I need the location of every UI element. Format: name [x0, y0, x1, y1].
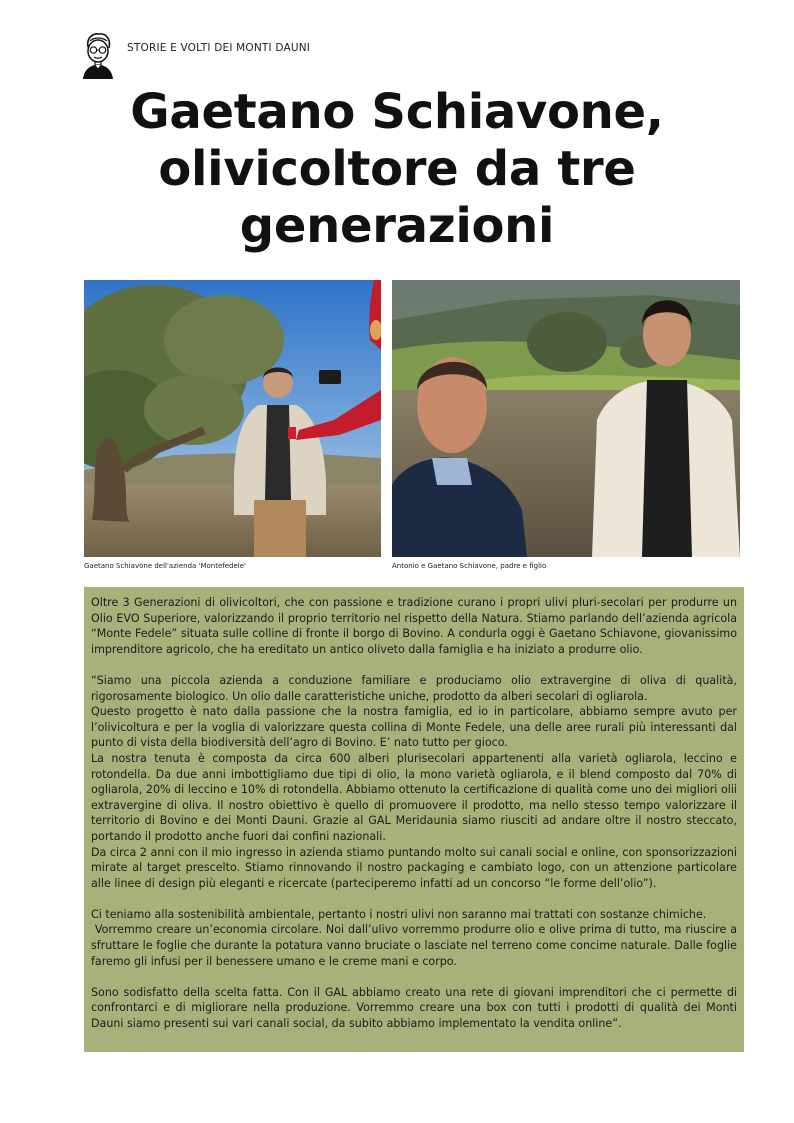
article-paragraph: Vorremmo creare un’economia circolare. Noi dall’ulivo vorremmo produrre olio e olive prima di tutto, ma riuscire a sfruttare le foglie che durante la potatura vanno bruciate o lasciate nel terreno come concime naturale. Dalle foglie faremo gli infusi per il benessere umano e le creme mani e corpo.	[91, 923, 741, 968]
article-body	[84, 587, 744, 1052]
title-line-2: olivicoltore da tre	[158, 141, 636, 197]
title-line-1: Gaetano Schiavone,	[130, 84, 664, 140]
portrait-logo-icon	[80, 31, 116, 81]
article-paragraph: La nostra tenuta è composta da circa 600 alberi plurisecolari appartenenti alla varietà ogliarola, leccino e rotondella. Da due anni imbottigliamo due tipi di olio, la mono varietà ogliarola, e il blend composto dal 70% di ogliarola, 20% di leccino e 10% di rotondella. Abbiamo ottenuto la certificazione di qualità come uno dei migliori olii extravergine di oliva. Il nostro obiettivo è quello di promuovere il prodotto, ma nello stesso tempo valorizzare il territorio di Bovino e dei Monti Dauni. Grazie al GAL Meridaunia siamo riusciti ad andare oltre il nostro steccato, portando il prodotto anche fuori dai confini nazionali.	[91, 751, 737, 843]
article-paragraph: Oltre 3 Generazioni di olivicoltori, che con passione e tradizione curano i propri ulivi pluri-secolari per produrre un Olio EVO Superiore, valorizzando il proprio territorio nel rispetto della Natura. Stiamo parlando dell’azienda agricola “Monte Fedele” situata sulle colline di fronte il borgo di Bovino. A condurla oggi è Gaetano Schiavone, giovanissimo imprenditore agricolo, che ha ereditato un antico oliveto dalla famiglia e ha iniziato a produrre olio.	[91, 596, 737, 656]
page-header	[80, 30, 310, 82]
article-paragraph: Ci teniamo alla sostenibilità ambientale, pertanto i nostri ulivi non saranno mai trattati con sostanze chimiche.	[91, 907, 707, 921]
article-paragraph: Questo progetto è nato dalla passione che la nostra famiglia, ed io in particolare, abbiamo sempre avuto per l’olivicoltura e per la voglia di valorizzare questa collina di Monte Fedele, una delle aree rurali più interessanti dal punto di vista della biodiversità dell’agro di Bovino. E’ nato tutto per gioco.	[91, 705, 737, 750]
photo-caption-left: Gaetano Schiavone dell'azienda 'Montefedele'	[84, 562, 246, 570]
photo-caption-right: Antonio e Gaetano Schiavone, padre e figlio	[392, 562, 547, 570]
photo-interview	[84, 280, 381, 557]
paragraph-spacer	[91, 969, 737, 985]
page-title	[40, 84, 754, 255]
paragraph-spacer	[91, 891, 737, 907]
photo-father-son	[392, 280, 740, 557]
title-line-3: generazioni	[239, 198, 555, 254]
article-paragraph: Sono sodisfatto della scelta fatta. Con il GAL abbiamo creato una rete di giovani imprenditori che ci permette di confrontarci e di migliorare nella produzione. Vorremmo creare una box con tutti i prodotti di qualità dei Monti Dauni siamo presenti sui vari canali social, da subito abbiamo implementato la vendita online”.	[91, 985, 737, 1031]
article-paragraph: Da circa 2 anni con il mio ingresso in azienda stiamo puntando molto sui canali social e online, con sponsorizzazioni mirate al target prescelto. Stiamo rinnovando il nostro packaging e cambiato logo, con un attenzione particolare alle linee di design più eleganti e ricercate (parteciperemo infatti ad un concorso “le forme dell’olio”).	[91, 845, 737, 890]
paragraph-spacer	[91, 657, 737, 673]
article-paragraph: “Siamo una piccola azienda a conduzione familiare e produciamo olio extravergine di oliva di qualità, rigorosamente biologico. Un olio dalle caratteristiche uniche, prodotto da alberi secolari di ogliarola.	[91, 673, 737, 703]
series-name: STORIE E VOLTI DEI MONTI DAUNI	[127, 42, 311, 54]
